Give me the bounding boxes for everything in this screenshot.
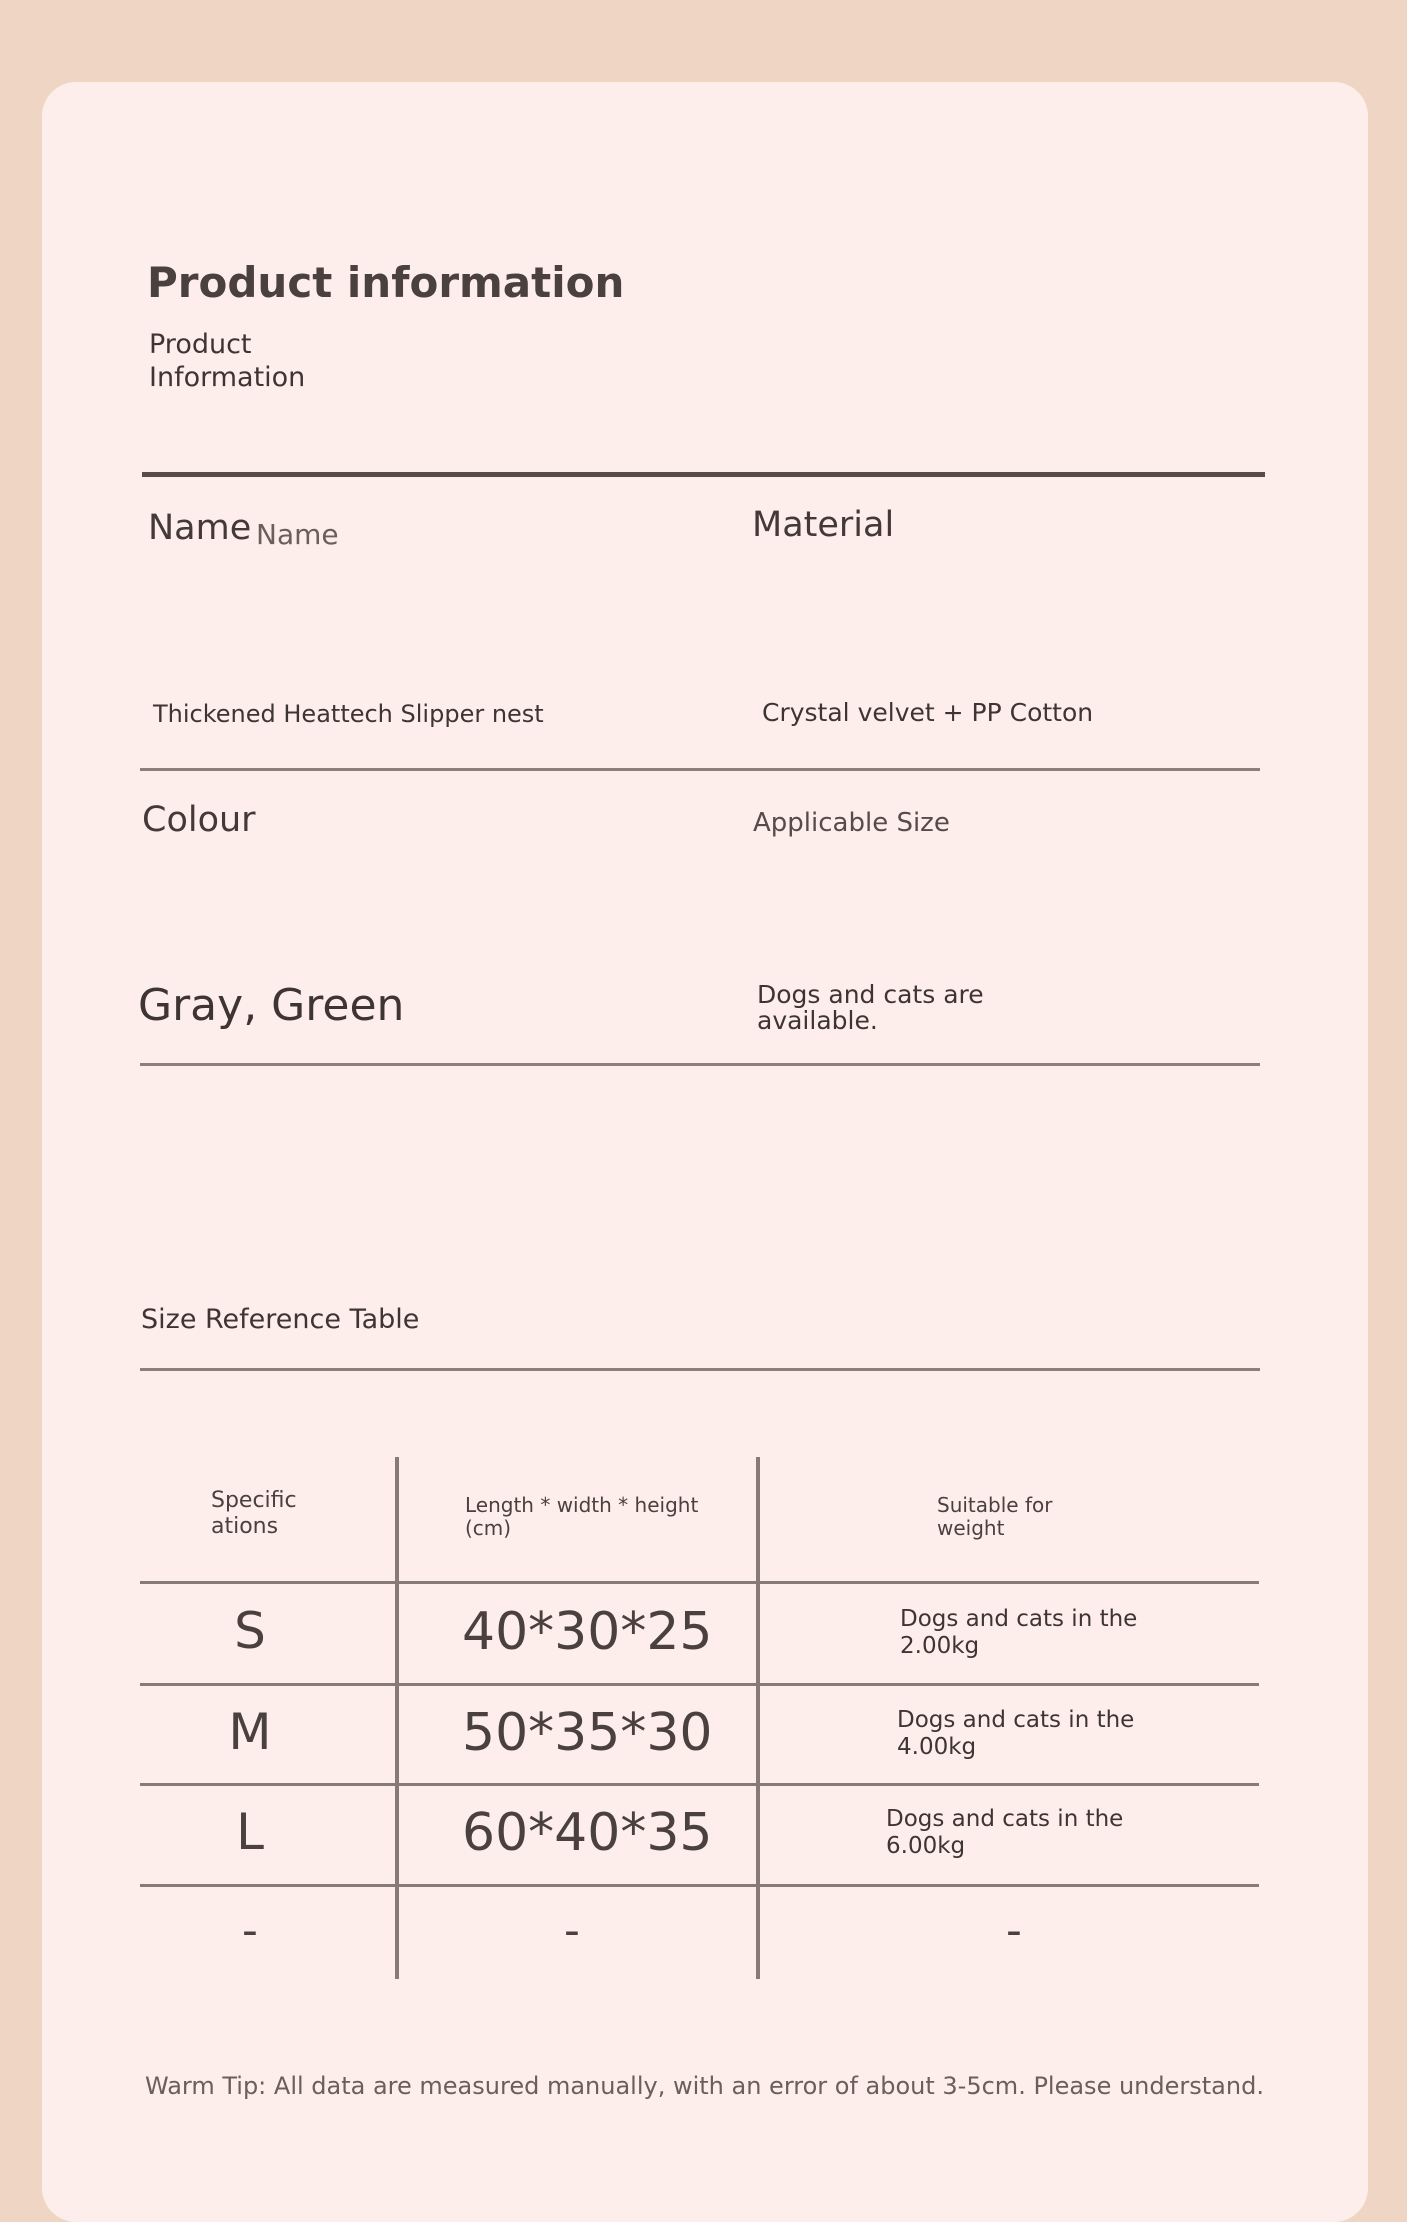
- size-cell: L: [236, 1803, 264, 1861]
- page-title: Product information: [147, 258, 625, 307]
- table-row-divider: [140, 1783, 1259, 1786]
- dimensions-cell: 60*40*35: [462, 1803, 713, 1863]
- suitable-weight-cell: -: [1006, 1905, 1022, 1956]
- row-divider: [140, 768, 1260, 771]
- table-row-divider: [140, 1581, 1259, 1584]
- table-header-suitable-weight: Suitable for weight: [937, 1493, 1053, 1540]
- table-column-divider: [395, 1457, 399, 1979]
- warm-tip: Warm Tip: All data are measured manually, with an error of about 3-5cm. Please understand.: [145, 2072, 1264, 2100]
- table-header-specifications: Specific ations: [211, 1488, 297, 1539]
- row-divider: [140, 1063, 1260, 1066]
- colour-value: Gray, Green: [138, 980, 405, 1031]
- size-cell: S: [234, 1602, 266, 1660]
- size-cell: M: [228, 1703, 272, 1761]
- header-divider: [142, 472, 1265, 477]
- material-value: Crystal velvet + PP Cotton: [762, 698, 1094, 727]
- name-label: Name: [148, 508, 252, 548]
- size-table-title: Size Reference Table: [141, 1304, 420, 1335]
- material-label: Material: [752, 505, 895, 545]
- suitable-weight-cell: Dogs and cats in the 6.00kg: [886, 1806, 1124, 1859]
- suitable-weight-cell: Dogs and cats in the 4.00kg: [897, 1707, 1135, 1760]
- table-header-dimensions: Length * width * height (cm): [465, 1493, 699, 1540]
- size-table-title-divider: [140, 1368, 1260, 1371]
- dimensions-cell: 40*30*25: [462, 1602, 713, 1662]
- name-label-secondary: Name: [256, 518, 339, 551]
- table-row-divider: [140, 1683, 1259, 1686]
- name-value: Thickened Heattech Slipper nest: [153, 700, 544, 728]
- colour-label: Colour: [142, 800, 256, 840]
- product-info-card: [42, 82, 1368, 2222]
- page-subtitle: Product Information: [149, 329, 306, 393]
- dimensions-cell: 50*35*30: [462, 1703, 713, 1763]
- dimensions-cell: -: [564, 1905, 580, 1956]
- table-column-divider: [756, 1457, 760, 1979]
- suitable-weight-cell: Dogs and cats in the 2.00kg: [900, 1606, 1138, 1659]
- applicable-size-value: Dogs and cats are available.: [757, 980, 984, 1035]
- table-row-divider: [140, 1884, 1259, 1887]
- applicable-size-label: Applicable Size: [753, 808, 950, 838]
- size-cell: -: [242, 1905, 258, 1956]
